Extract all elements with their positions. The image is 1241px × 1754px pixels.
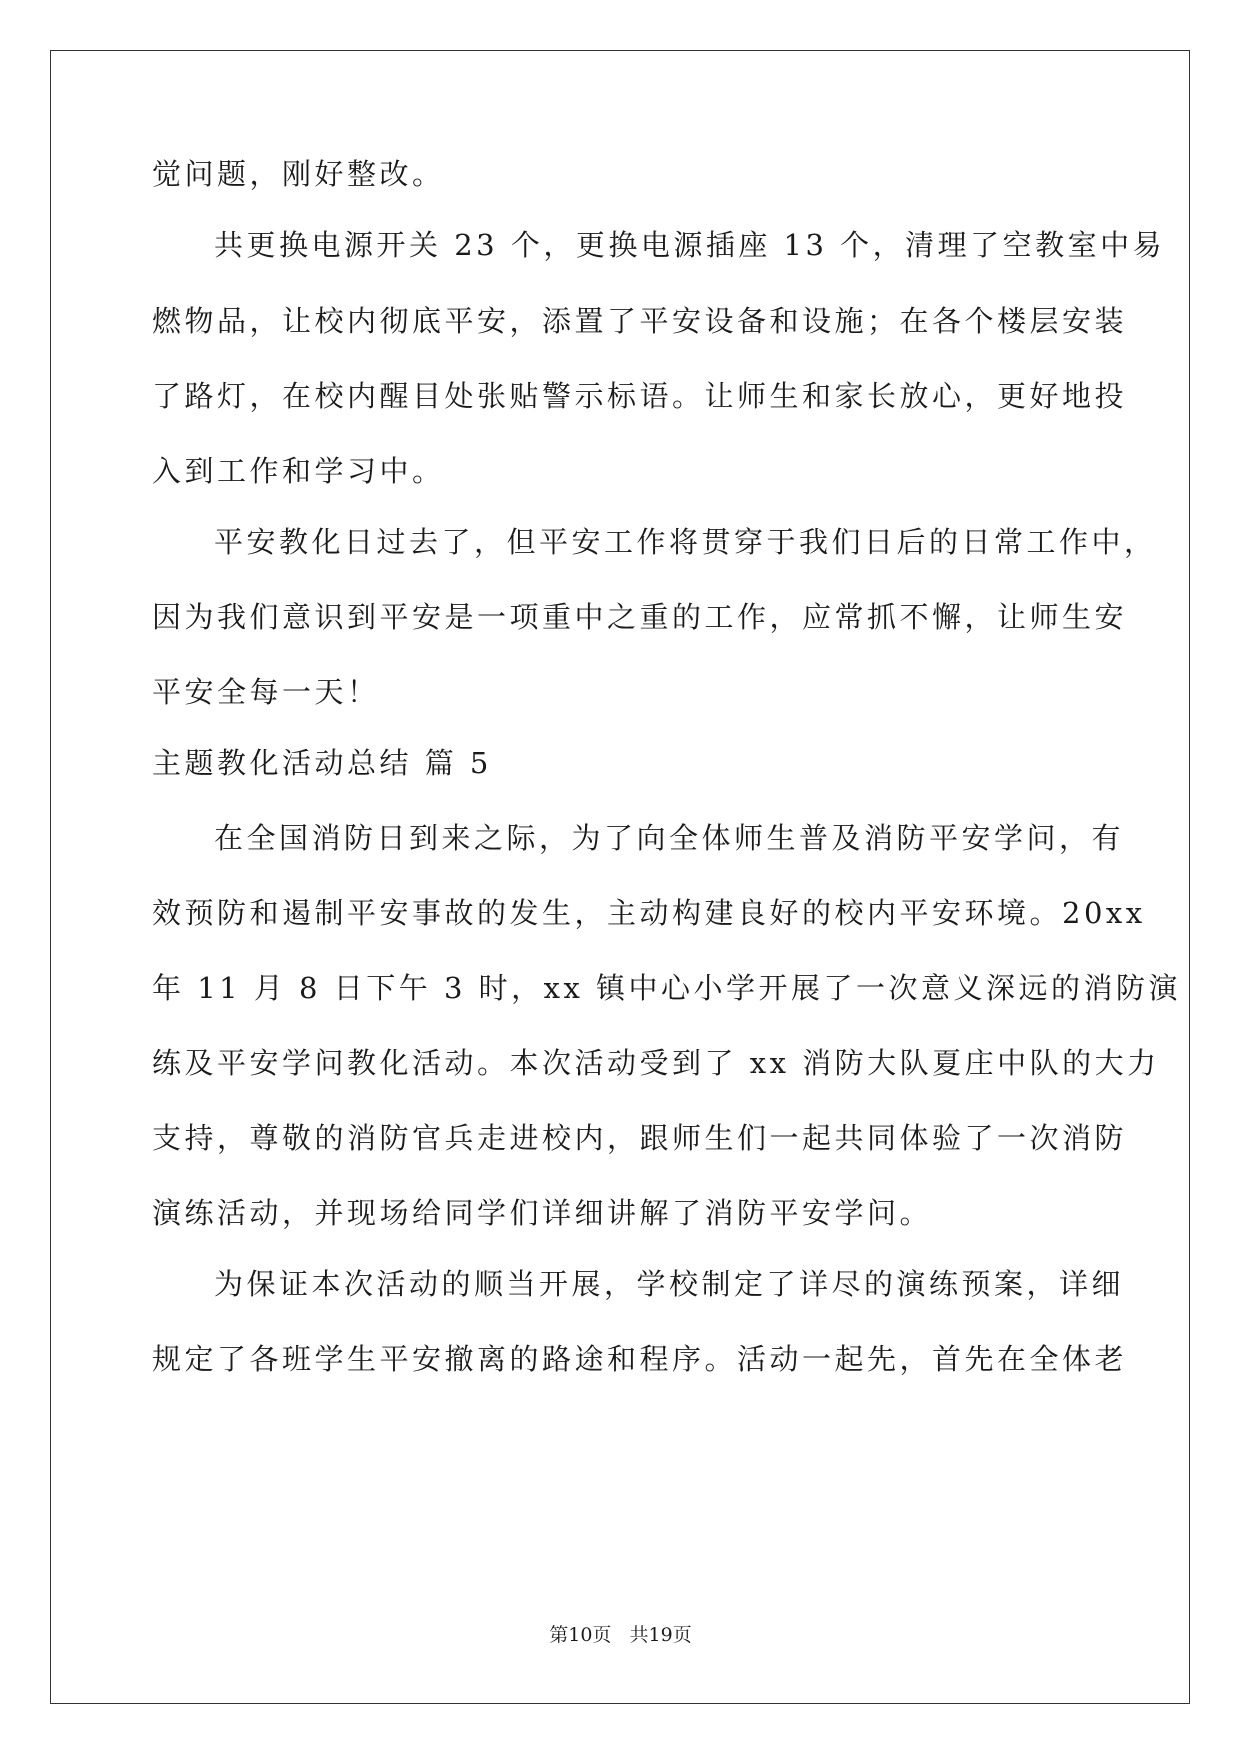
paragraph-line: 在全国消防日到来之际，为了向全体师生普及消防平安学问，有 [214,821,1125,855]
paragraph-line: 演练活动，并现场给同学们详细讲解了消防平安学问。 [152,1196,933,1230]
page-number: 第10页 共19页 [549,1624,692,1646]
paragraph-line: 练及平安学问教化活动。本次活动受到了 xx 消防大队夏庄中队的大力 [152,1046,1160,1080]
paragraph-line: 共更换电源开关 23 个，更换电源插座 13 个，清理了空教室中易 [214,228,1166,262]
page-border [50,50,1190,1704]
paragraph-line: 了路灯，在校内醒目处张贴警示标语。让师生和家长放心，更好地投 [152,379,1128,413]
paragraph-line: 平安全每一天！ [152,675,380,709]
paragraph-line: 支持，尊敬的消防官兵走进校内，跟师生们一起共同体验了一次消防 [152,1121,1128,1155]
paragraph-line: 平安教化日过去了，但平安工作将贯穿于我们日后的日常工作中， [214,525,1157,559]
paragraph-line: 为保证本次活动的顺当开展，学校制定了详尽的演练预案，详细 [214,1267,1125,1301]
paragraph-line: 效预防和遏制平安事故的发生，主动构建良好的校内平安环境。20xx [152,896,1146,930]
paragraph-line: 年 11 月 8 日下午 3 时，xx 镇中心小学开展了一次意义深远的消防演 [152,971,1182,1005]
section-heading: 主题教化活动总结 篇 5 [152,746,492,780]
paragraph-line: 规定了各班学生平安撤离的路途和程序。活动一起先，首先在全体老 [152,1342,1128,1376]
paragraph-line: 入到工作和学习中。 [152,454,445,488]
paragraph-line: 因为我们意识到平安是一项重中之重的工作，应常抓不懈，让师生安 [152,600,1128,634]
paragraph-line: 觉问题，刚好整改。 [152,157,445,191]
paragraph-line: 燃物品，让校内彻底平安，添置了平安设备和设施；在各个楼层安装 [152,304,1128,338]
